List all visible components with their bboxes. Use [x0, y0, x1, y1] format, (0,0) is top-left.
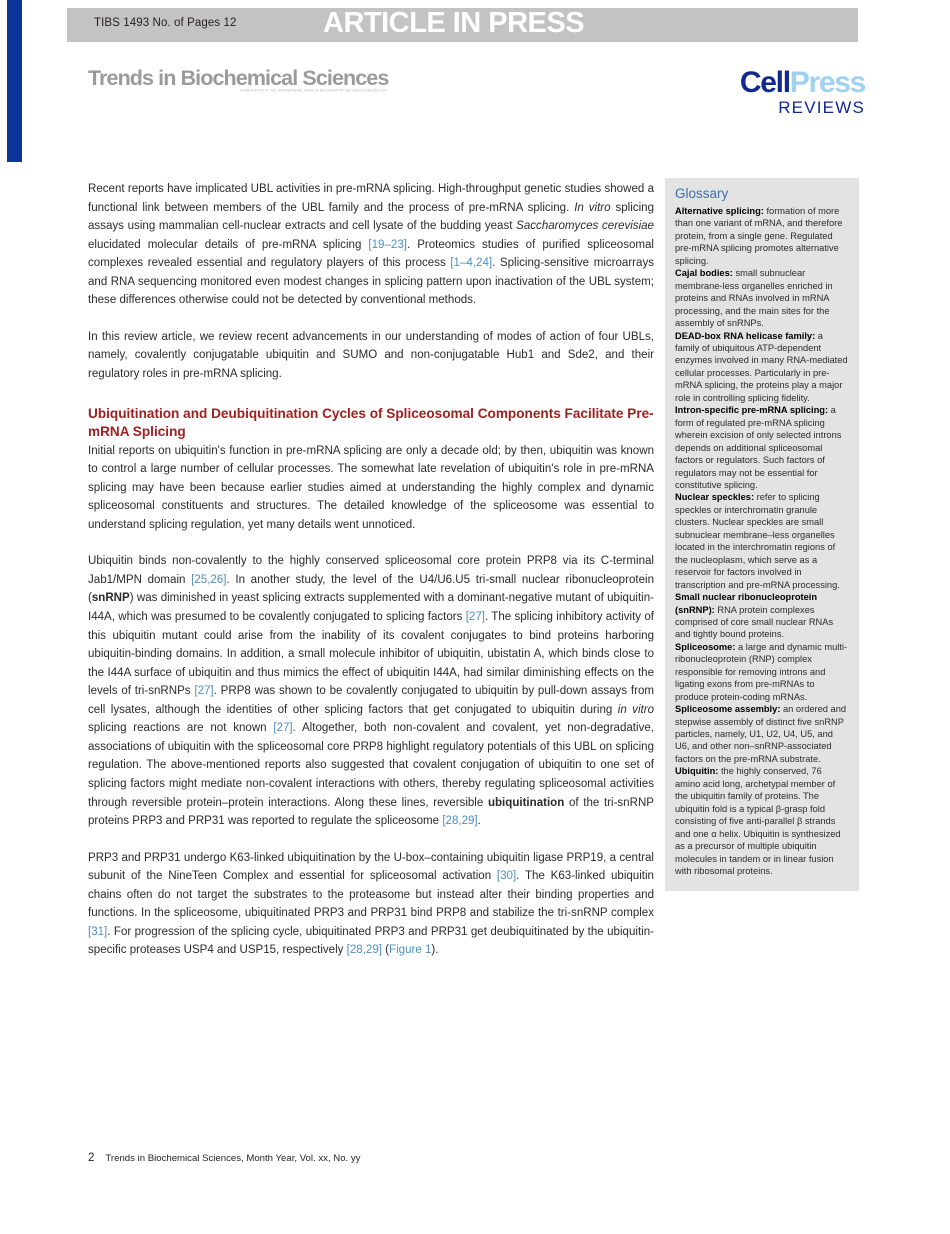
article-in-press-banner	[67, 8, 858, 42]
citation-link[interactable]: [30]	[496, 870, 517, 883]
italic-species-name: Saccharomyces cerevisiae	[516, 220, 654, 233]
paragraph-intro-ubl-activities	[88, 180, 654, 310]
glossary-term: Small nuclear ribonucleoprotein (snRNP):	[675, 592, 818, 615]
glossary-entry	[675, 405, 841, 490]
paragraph-ubiquitin-prp8-binding	[88, 552, 654, 830]
glossary-entry	[675, 331, 848, 403]
glossary-entry	[675, 704, 846, 764]
glossary-definition: refer to splicing speckles or interchromatin granule clusters. Nuclear speckles are small subnuclear membrane–less organelles located in the interchromatin regions of the nucleoplasm, which serve as a reservoir for factors involved in transcription and pre-mRNA processing.	[675, 492, 840, 590]
footer-citation: Trends in Biochemical Sciences, Month Year, Vol. xx, No. yy	[105, 1153, 361, 1164]
article-in-press-label: ARTICLE IN PRESS	[323, 7, 585, 39]
text-run: . Altogether, both non-covalent and covalent, yet non-degradative, associations of ubiquitin with the spliceosomal core PRP8 highlight regulatory potentials of this UBL on splicing regulation. The above-mentioned reports also suggested that covalent conjugation of ubiquitin to one set of splicing factors might mediate non-covalent interactions with others, thereby regulating spliceosomal activities through reversible protein–protein interactions. Along these lines, reversible	[88, 722, 654, 809]
text-run: . Splicing-sensitive microarrays and RNA sequencing monitored even modest changes in splicing pattern upon inactivation of the UBL system; these differences otherwise could not be detected by conventional methods.	[88, 257, 655, 307]
page-footer	[88, 1152, 360, 1164]
glossary-entry	[675, 206, 842, 266]
text-run: splicing reactions are not known	[88, 722, 274, 735]
citation-link[interactable]: [27]	[273, 722, 293, 735]
citation-link[interactable]: [28,29]	[346, 944, 382, 957]
journal-subtitle: A PUBLICATION OF THE INTERNATIONAL UNION OF BIOCHEMISTRY AND MOLECULAR BIOLOGY	[240, 89, 388, 93]
bold-term-snrnp: snRNP	[91, 592, 130, 605]
cell-press-logo	[700, 68, 865, 116]
glossary-definition: an ordered and stepwise assembly of distinct five snRNP particles, namely, U1, U2, U4, U5, and U6, and other non–snRNP-associated factors on the pre-mRNA substrate.	[675, 704, 847, 764]
glossary-definition: RNA protein complexes comprised of core small nuclear RNAs and tightly bound proteins.	[675, 604, 834, 640]
glossary-term: Nuclear speckles:	[675, 492, 755, 503]
paragraph-review-scope: In this review article, we review recent advancements in our understanding of modes of action of four UBLs, namely, covalently conjugatable ubiquitin and SUMO and non-conjugatable Hub1 and Sde2, and their regulatory roles in pre-mRNA splicing.	[88, 330, 654, 380]
figure-link[interactable]: Figure 1	[389, 944, 432, 957]
glossary-term: Cajal bodies:	[675, 268, 733, 279]
glossary-term: Spliceosome:	[675, 641, 736, 652]
citation-link[interactable]: [25,26]	[191, 573, 227, 586]
glossary-definition: small subnuclear membrane-less organelles enriched in proteins and RNAs involved in mRNA processing, and the main sites for the assembly of snRNPs.	[675, 268, 833, 329]
glossary-term: Ubiquitin:	[675, 766, 719, 777]
text-run: . PRP8 was shown to be covalently conjugated to ubiquitin by pull-down assays from cell lysates, although the identities of other splicing factors that get conjugated to ubiquitin during	[88, 685, 654, 716]
paragraph-k63-ubiquitination	[88, 849, 654, 960]
cell-press-wordmark	[700, 68, 865, 98]
text-run: . The splicing inhibitory activity of this ubiquitin mutant could arise from the inability of its covalent conjugates to bind proteins harboring ubiquitin-binding domains. In addition, a small molecule inhibitor of ubiquitin, ubistatin A, which binds close to the I44A surface of ubiquitin and thus mimics the effect of ubiquitin I44A, had similar diminishing effects on the levels of tri-snRNPs	[88, 611, 654, 698]
journal-code-label: TIBS 1493 No. of Pages 12	[94, 17, 237, 29]
glossary-term: Intron-specific pre-mRNA splicing:	[675, 405, 829, 416]
left-blue-spine	[7, 0, 22, 162]
text-run: Recent reports have implicated UBL activities in pre-mRNA splicing. High-throughput genetic studies showed a functional link between members of the UBL family and the process of pre-mRNA splicing.	[88, 183, 654, 214]
journal-masthead	[88, 66, 508, 91]
text-run: ).	[431, 944, 439, 957]
text-run: . For progression of the splicing cycle, ubiquitinated PRP3 and PRP31 get deubiquitinated by the ubiquitin-specific proteases USP4 and USP15, respectively	[88, 925, 654, 957]
glossary-definition: a form of regulated pre-mRNA splicing wherein excision of only selected introns depends on additional spliceosomal factors or regulators. Such factors of regulators may not be essential for constitutive splicing.	[675, 405, 842, 490]
glossary-entry	[675, 592, 833, 639]
citation-link[interactable]: [19–23]	[368, 238, 407, 251]
text-run: (	[381, 944, 390, 957]
text-run: PRP3 and PRP31 undergo K63-linked ubiquitination by the U-box–containing ubiquitin ligase PRP19, a central subunit of the NineTeen Complex and essential for spliceosomal activation	[88, 851, 654, 883]
text-run: splicing assays using mammalian cell-nuclear extracts and cell lysate of the budding yeast	[88, 201, 654, 233]
glossary-entries	[675, 205, 849, 877]
glossary-definition: a family of ubiquitous ATP-dependent enzymes involved in many RNA-mediated cellular processes. Particularly in pre-mRNA splicing, the proteins play a major role in controlling splicing fidelity.	[675, 330, 848, 403]
glossary-entry	[675, 642, 847, 702]
glossary-term: Spliceosome assembly:	[675, 704, 781, 715]
citation-link[interactable]: [31]	[88, 925, 108, 938]
text-run: . The K63-linked ubiquitin chains often do not target the substrates to the proteasome but instead alter their binding properties and functions. In the spliceosome, ubiquitinated PRP3 and PRP31 bind PRP8 and stabilize the tri-snRNP complex	[88, 870, 654, 920]
logo-cell-text: Cell	[739, 66, 790, 99]
citation-link[interactable]: [27]	[194, 685, 214, 698]
glossary-entry	[675, 268, 833, 328]
bold-term-ubiquitination: ubiquitination	[487, 796, 565, 809]
text-run: elucidated molecular details of pre-mRNA splicing	[88, 238, 369, 251]
glossary-heading: Glossary	[675, 186, 729, 201]
glossary-definition: the highly conserved, 76 amino acid long, archetypal member of the ubiquitin family of proteins. The ubiquitin fold is a typical β-grasp fold consisting of five anti-parallel β strands and one α helix. Ubiquitin is synthesized as a precursor of multiple ubiquitin molecules in tandem or in linear fusion with ribosomal proteins.	[675, 766, 841, 877]
glossary-entry	[675, 766, 841, 876]
text-run: .	[477, 815, 481, 828]
text-run: Ubiquitin binds non-covalently to the highly conserved spliceosomal core protein PRP8 via its C-terminal Jab1/MPN domain	[88, 555, 654, 586]
section-heading-ubiquitination-cycles: Ubiquitination and Deubiquitination Cycles of Spliceosomal Components Facilitate Pre-mRNA Splicing	[88, 406, 654, 440]
citation-link[interactable]: [1–4,24]	[450, 257, 493, 270]
glossary-entry	[675, 492, 840, 589]
glossary-term: Alternative splicing:	[675, 206, 764, 216]
italic-in-vitro: in vitro	[617, 703, 654, 716]
citation-link[interactable]: [28,29]	[442, 815, 478, 828]
text-run: ) was diminished in yeast splicing extracts supplemented with a dominant-negative mutant of ubiquitin-I44A, which was presumed to be covalently conjugated to splicing factors	[88, 592, 654, 624]
text-run: . In another study, the level of the U4/U6.U5 tri-small nuclear ribonucleoprotein (	[88, 573, 654, 605]
text-run: of the tri-snRNP proteins PRP3 and PRP31 was reported to regulate the spliceosome	[88, 796, 654, 828]
page-number: 2	[88, 1152, 95, 1164]
italic-in-vitro: In vitro	[574, 201, 611, 214]
citation-link[interactable]: [27]	[465, 611, 485, 624]
glossary-definition: formation of more than one variant of mRNA, and therefore protein, from a single gene. Regulated pre-mRNA splicing promotes alternative splicing.	[675, 206, 843, 266]
glossary-sidebar	[665, 178, 859, 891]
journal-title: Trends in Biochemical Sciences	[88, 66, 389, 90]
glossary-definition: a large and dynamic multi-ribonucleoprotein (RNP) complex responsible for removing introns and ligating exons from pre-mRNAs to produce protein-coding mRNAs.	[675, 641, 848, 702]
text-run: . Proteomics studies of purified spliceosomal complexes revealed essential and regulatory players of this process	[88, 238, 654, 270]
paragraph-initial-reports: Initial reports on ubiquitin's function in pre-mRNA splicing are only a decade old; by then, ubiquitin was known to control a large number of cellular processes. The somewhat late revelation of ubiquitin's role in pre-mRNA splicing may have been because earlier studies aimed at understanding the highly complex and dynamic spliceosomal constituents and structures. The detailed knowledge of the spliceosome was essential to understand splicing regulation, yet many details went unnoticed.	[88, 444, 654, 531]
logo-reviews-text: REVIEWS	[778, 98, 865, 117]
glossary-term: DEAD-box RNA helicase family:	[675, 330, 816, 341]
logo-press-text: Press	[789, 66, 865, 99]
main-text-column	[88, 180, 654, 960]
